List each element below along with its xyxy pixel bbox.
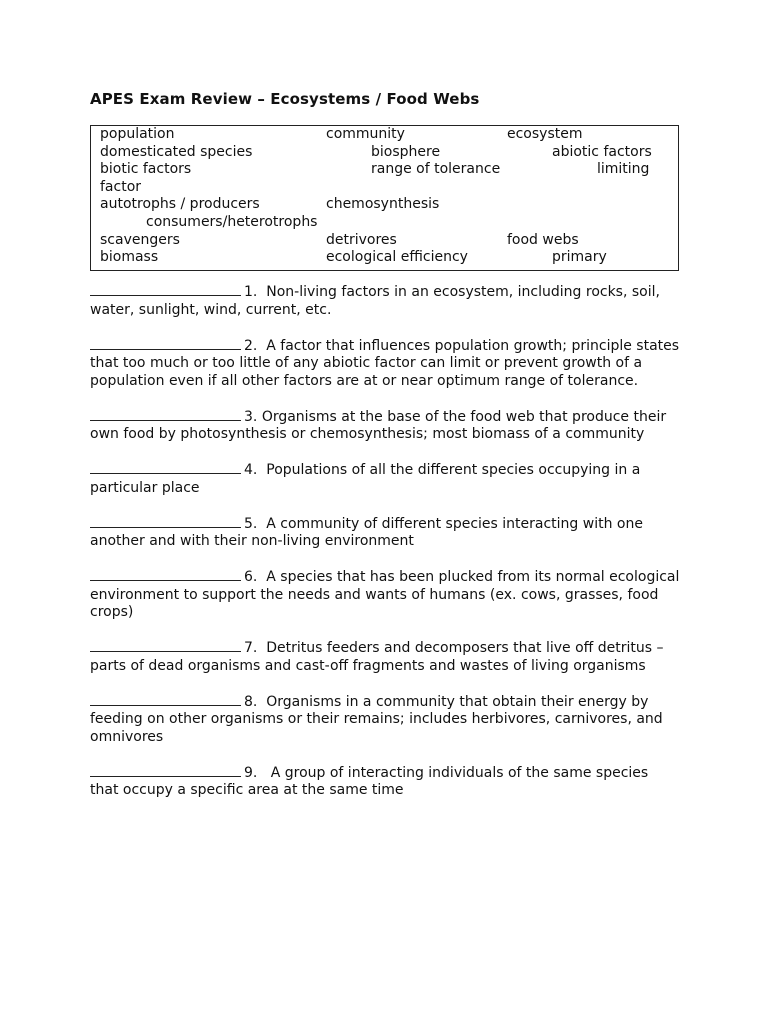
word-bank-term: factor bbox=[100, 178, 142, 195]
word-bank-term: biomass bbox=[100, 249, 159, 266]
question-number: 4. bbox=[244, 462, 258, 478]
word-bank-term: population bbox=[100, 126, 175, 142]
answer-blank[interactable] bbox=[90, 568, 241, 581]
answer-blank[interactable] bbox=[90, 693, 241, 706]
word-bank-term: consumers/heterotrophs bbox=[146, 213, 318, 230]
question-text: Organisms at the base of the food web that produce their own food by photosynthesis or chemosynthesis; most biomass of a community bbox=[90, 408, 667, 442]
answer-blank[interactable] bbox=[90, 283, 241, 296]
question-text: A group of interacting individuals of the same species that occupy a specific area at the same time bbox=[90, 764, 649, 798]
question-text: A species that has been plucked from its normal ecological environment to support the needs and wants of humans (ex. cows, grasses, food crops) bbox=[90, 569, 680, 620]
word-bank-term: ecological efficiency bbox=[326, 249, 468, 266]
question-text: Detritus feeders and decomposers that live off detritus – parts of dead organisms and cast-off fragments and wastes of living organisms bbox=[90, 640, 664, 674]
question-number: 5. bbox=[244, 515, 258, 532]
question-number: 1. bbox=[244, 284, 258, 300]
word-bank-term: detrivores bbox=[326, 231, 397, 248]
word-bank-term: abiotic factors bbox=[552, 143, 652, 160]
word-bank-term: limiting bbox=[597, 161, 650, 178]
answer-blank[interactable] bbox=[90, 408, 241, 421]
word-bank-term: biosphere bbox=[371, 143, 441, 160]
answer-blank[interactable] bbox=[90, 461, 241, 474]
word-bank-term: biotic factors bbox=[100, 161, 192, 178]
word-bank-term: range of tolerance bbox=[371, 161, 501, 178]
word-bank-line bbox=[91, 196, 678, 214]
word-bank-line bbox=[91, 161, 678, 179]
word-bank-term: food webs bbox=[507, 231, 579, 248]
question-list bbox=[90, 283, 680, 817]
question-number: 2. bbox=[244, 337, 258, 354]
question-number: 8. bbox=[244, 693, 258, 710]
worksheet-title: APES Exam Review – Ecosystems / Food Webs bbox=[90, 90, 480, 108]
question-item bbox=[90, 568, 680, 622]
question-item bbox=[90, 337, 680, 391]
question-item bbox=[90, 515, 680, 551]
question-text: Populations of all the different species occupying in a particular place bbox=[90, 462, 641, 496]
word-bank-line bbox=[91, 144, 678, 162]
question-text: Non-living factors in an ecosystem, including rocks, soil, water, sunlight, wind, current, etc. bbox=[90, 284, 660, 318]
word-bank-line bbox=[91, 232, 678, 250]
question-text: A community of different species interacting with one another and with their non-living environment bbox=[90, 515, 643, 549]
question-number: 3. bbox=[244, 408, 258, 425]
word-bank-term: ecosystem bbox=[507, 126, 583, 142]
word-bank-line bbox=[91, 179, 678, 197]
question-item bbox=[90, 764, 680, 800]
word-bank-term: autotrophs / producers bbox=[100, 196, 260, 213]
answer-blank[interactable] bbox=[90, 337, 241, 350]
answer-blank[interactable] bbox=[90, 515, 241, 528]
question-item bbox=[90, 408, 680, 444]
question-number: 6. bbox=[244, 569, 258, 585]
word-bank bbox=[90, 125, 679, 271]
word-bank-term: scavengers bbox=[100, 231, 180, 248]
answer-blank[interactable] bbox=[90, 764, 241, 777]
word-bank-term: primary bbox=[552, 249, 607, 266]
question-text: Organisms in a community that obtain their energy by feeding on other organisms or their remains; includes herbivores, carnivores, and omnivores bbox=[90, 693, 663, 745]
word-bank-term: domesticated species bbox=[100, 143, 253, 160]
question-text: A factor that influences population growth; principle states that too much or too little of any abiotic factor can limit or prevent growth of a population even if all other factors are at or near optimum range of tolerance. bbox=[90, 337, 680, 389]
word-bank-line bbox=[91, 249, 678, 267]
answer-blank[interactable] bbox=[90, 639, 241, 652]
word-bank-line bbox=[91, 214, 678, 232]
word-bank-line bbox=[91, 126, 678, 144]
question-number: 7. bbox=[244, 640, 258, 656]
word-bank-term: chemosynthesis bbox=[326, 196, 440, 213]
question-item bbox=[90, 639, 680, 675]
word-bank-term: community bbox=[326, 126, 405, 142]
question-item bbox=[90, 283, 680, 319]
question-item bbox=[90, 693, 680, 747]
question-item bbox=[90, 461, 680, 497]
question-number: 9. bbox=[244, 764, 258, 781]
